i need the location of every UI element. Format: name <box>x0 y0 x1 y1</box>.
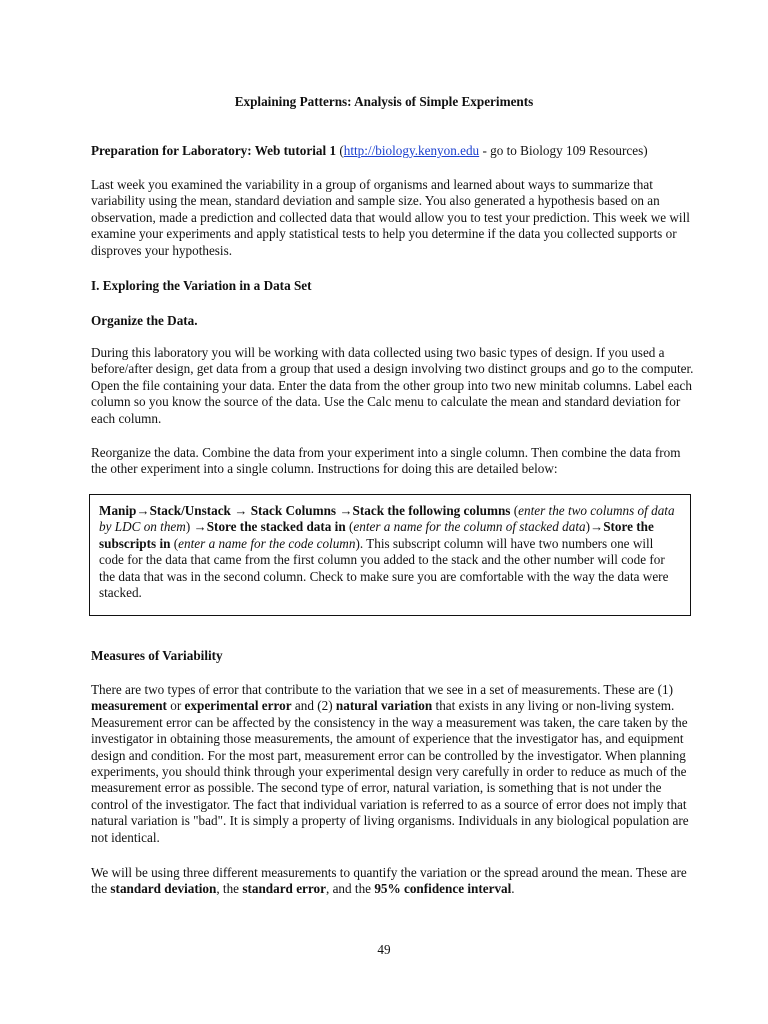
arrow-icon: → <box>193 519 207 535</box>
box-tail-text: ). This subscript column will have two numbers one will code for the data that came from the first column you added to the stack and the other number will code for the data that was in the second column. Check to make sure you are comfortable with the way the data were stacked. <box>99 535 669 601</box>
subheading-measures: Measures of Variability <box>91 648 223 663</box>
preparation-lead: Preparation for Laboratory: Web tutorial 1 <box>91 143 337 158</box>
field-store-stacked: Store the stacked data in <box>206 519 346 535</box>
hint-stacked-name: enter a name for the column of stacked data <box>353 519 586 535</box>
field-store-subscripts: Store the subscripts in <box>99 519 654 551</box>
term-standard-deviation: standard deviation <box>110 881 217 897</box>
paren-open: ( <box>510 503 519 518</box>
text-run: that exists in any living or non-living system. Measurement error can be affected by the consistency in the way a measurement was taken, the care taken by the investigator in obtaining those measurements, the amount of experience that the investigator has, and equipment design and condition. For the most part, measurement error can be controlled by the investigator. When planning experiments, you should think through your experimental design very carefully in order to reduce as much of the measurement error as possible. The second type of error, natural variation, is something that is not under the control of the investigator. The fact that individual variation is referred to as a source of error does not imply that natural variation is "bad". It is simply a property of living organisms. Individuals in any biological population are not identical. <box>91 698 689 845</box>
menu-manip: Manip <box>99 503 137 518</box>
term-measurement: measurement <box>91 698 167 714</box>
term-confidence-interval: 95% confidence interval <box>374 881 512 897</box>
text-run: and (2) <box>291 698 336 714</box>
text-run: , and the <box>325 881 375 897</box>
text-run: There are two types of error that contribute to the variation that we see in a set of measurements. These are (1) <box>91 682 673 697</box>
prep-tail: - go to Biology 109 Resources) <box>479 143 648 158</box>
menu-stack-columns: Stack Columns <box>247 503 340 518</box>
page-number: 49 <box>377 942 391 957</box>
arrow-icon: → <box>234 503 248 518</box>
text-run: We will be using three different measurements to quantify the variation or the spread around the mean. These are the <box>91 865 687 897</box>
arrow-icon: → <box>136 503 150 518</box>
preparation-line <box>91 143 697 159</box>
text-run: or <box>166 698 185 714</box>
paren-open: ( <box>170 535 179 551</box>
menu-stack-unstack: Stack/Unstack <box>149 503 235 518</box>
section-heading-variation: I. Exploring the Variation in a Data Set <box>91 278 312 293</box>
text-run: , the <box>216 881 243 897</box>
arrow-icon: → <box>590 519 604 535</box>
reorganize-paragraph: Reorganize the data. Combine the data from your experiment into a single column. Then combine the data from the other experiment into a single column. Instructions for doing this are detailed below: <box>91 445 681 477</box>
field-stack-following: Stack the following columns <box>352 503 511 518</box>
prep-open-paren: ( <box>336 143 344 158</box>
paren-open: ( <box>345 519 354 535</box>
error-types-paragraph <box>91 682 697 846</box>
paren-close: ) <box>185 519 194 535</box>
paren-close: ) <box>585 519 590 535</box>
intro-paragraph: Last week you examined the variability in a group of organisms and learned about ways to summarize that variability using the mean, standard deviation and sample size. You also generated a hypothesis based on an observation, made a prediction and collected data that would allow you to test your prediction. This week we will examine your experiments and apply statistical tests to help you determine if the data you collected supports or disproves your hypothesis. <box>91 177 690 258</box>
measurements-paragraph <box>91 865 697 898</box>
term-standard-error: standard error <box>242 881 326 897</box>
text-run: . <box>511 881 515 897</box>
subheading-organize: Organize the Data. <box>91 313 198 328</box>
term-experimental-error: experimental error <box>184 698 292 714</box>
term-natural-variation: natural variation <box>335 698 433 714</box>
arrow-icon: → <box>339 503 353 518</box>
hint-columns: enter the two columns of data by LDC on them <box>99 503 675 535</box>
kenyon-link[interactable]: http://biology.kenyon.edu <box>343 143 480 158</box>
hint-code-column: enter a name for the code column <box>178 535 356 551</box>
page-title: Explaining Patterns: Analysis of Simple Experiments <box>234 94 534 109</box>
instructions-box <box>89 494 691 616</box>
organize-paragraph: During this laboratory you will be working with data collected using two basic types of design. If you used a before/after design, get data from a group that used a design involving two distinct groups and go to the computer. Open the file containing your data. Enter the data from the other group into two new minitab columns. Label each column so you know the source of the data. Use the Calc menu to calculate the mean and standard deviation for each column. <box>91 345 694 426</box>
